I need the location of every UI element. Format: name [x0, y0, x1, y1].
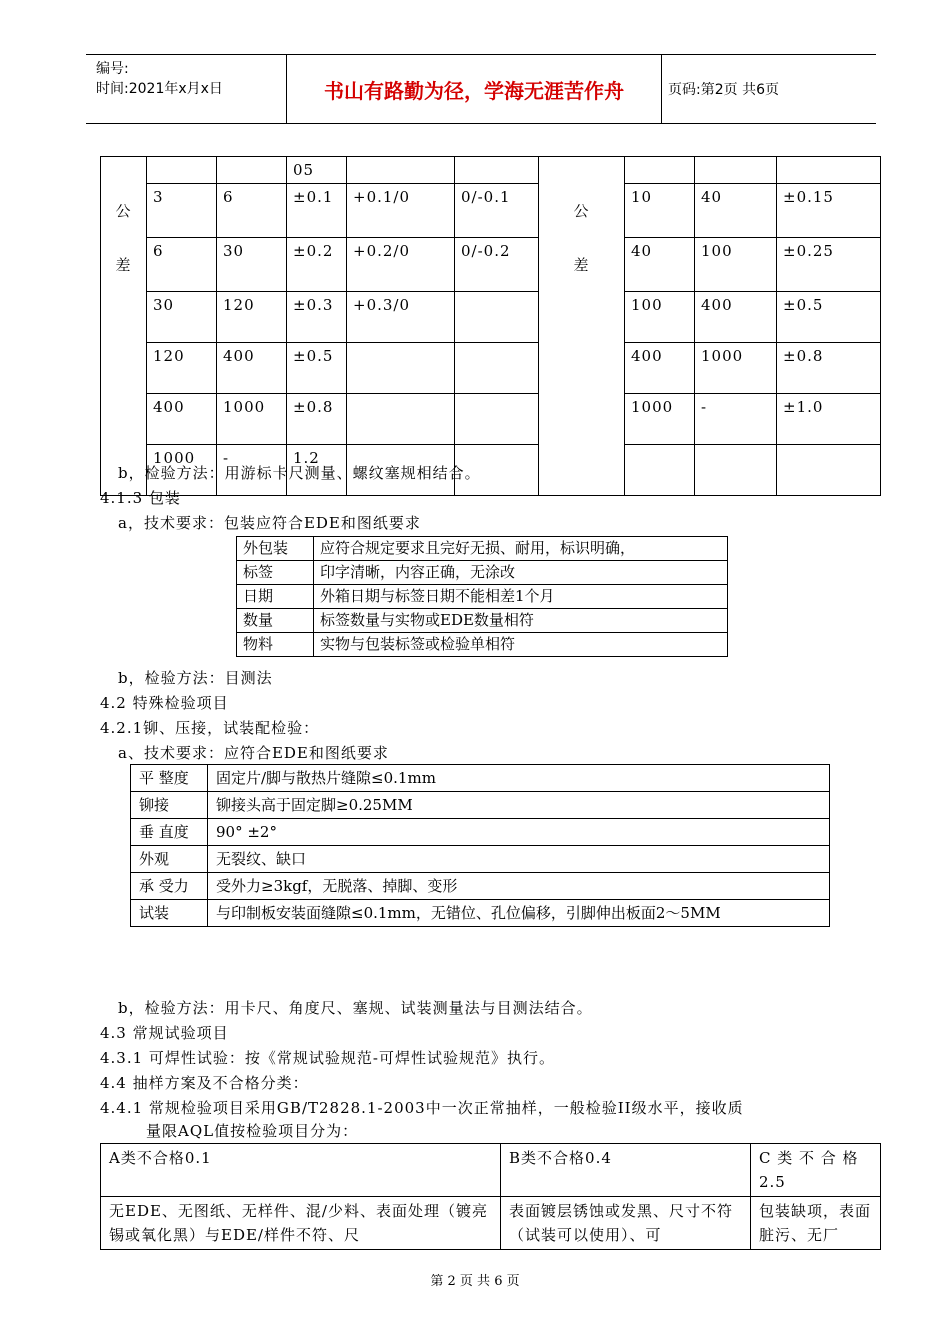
page-number-label: 页码:第2页 共6页 — [668, 82, 779, 98]
motto: 书山有路勤为径，学海无涯苦作舟 — [286, 55, 662, 123]
special-row — [131, 900, 830, 927]
packaging-row — [237, 561, 728, 585]
tolerance-cell — [625, 157, 695, 184]
special-item: 试装 — [131, 900, 208, 927]
special-requirement-cell: 铆接头高于固定脚≥0.25MM — [208, 792, 830, 819]
special-row — [131, 792, 830, 819]
tolerance-label-cell: 差 — [101, 238, 147, 292]
tolerance-cell — [347, 394, 455, 445]
section-4-4-1-cont: 量限AQL值按检验项目分为： — [146, 1122, 359, 1140]
aql-cell: 无EDE、无图纸、无样件、混/少料、表面处理（镀亮锡或氧化黑）与EDE/样件不符、尺 — [101, 1197, 501, 1250]
tolerance-cell: 400 — [625, 343, 695, 394]
tolerance-cell: ±0.2 — [287, 238, 347, 292]
packaging-row — [237, 585, 728, 609]
tolerance-label-cell — [101, 343, 147, 394]
tolerance-cell — [777, 445, 881, 496]
tolerance-label-cell — [539, 343, 625, 394]
method-2: b，检验方法：目测法 — [118, 669, 273, 687]
packaging-item: 标签 — [237, 561, 314, 585]
tolerance-cell: ±0.5 — [777, 292, 881, 343]
method-1: b，检验方法：用游标卡尺测量、螺纹塞规相结合。 — [118, 464, 481, 482]
tolerance-cell — [625, 445, 695, 496]
tolerance-label-cell — [101, 394, 147, 445]
special-requirement-cell: 无裂纹、缺口 — [208, 846, 830, 873]
tolerance-cell: - — [695, 394, 777, 445]
special-requirement: a、技术要求：应符合EDE和图纸要求 — [118, 744, 389, 762]
packaging-row — [237, 609, 728, 633]
tolerance-row — [101, 238, 881, 292]
tolerance-row — [101, 292, 881, 343]
tolerance-cell: 10 — [625, 184, 695, 238]
tolerance-cell — [455, 292, 539, 343]
packaging-row — [237, 537, 728, 561]
tolerance-label-cell — [539, 445, 625, 496]
special-requirement-cell: 固定片/脚与散热片缝隙≤0.1mm — [208, 765, 830, 792]
tolerance-cell: 100 — [695, 238, 777, 292]
section-4-3: 4.3 常规试验项目 — [100, 1024, 229, 1042]
special-item: 承 受力 — [131, 873, 208, 900]
section-4-1-3: 4.1.3 包装 — [100, 489, 181, 507]
time-label: 时间:2021年x月x日 — [96, 81, 223, 97]
packaging-requirement-cell: 外箱日期与标签日期不能相差1个月 — [314, 585, 728, 609]
packaging-row — [237, 633, 728, 657]
tolerance-row — [101, 394, 881, 445]
page-header — [86, 54, 876, 124]
aql-row — [101, 1197, 881, 1250]
tolerance-cell: 1000 — [217, 394, 287, 445]
tolerance-label-cell — [539, 292, 625, 343]
tolerance-cell — [695, 445, 777, 496]
tolerance-cell — [455, 343, 539, 394]
special-requirement-cell: 与印制板安装面缝隙≤0.1mm，无错位、孔位偏移，引脚伸出板面2～5MM — [208, 900, 830, 927]
aql-cell: 表面镀层锈蚀或发黑、尺寸不符（试装可以使用）、可 — [501, 1197, 751, 1250]
tolerance-cell: 400 — [217, 343, 287, 394]
aql-header-cell: A类不合格0.1 — [101, 1144, 501, 1197]
tolerance-cell: 6 — [147, 238, 217, 292]
tolerance-cell: 400 — [147, 394, 217, 445]
special-item: 铆接 — [131, 792, 208, 819]
tolerance-cell: 1000 — [147, 445, 217, 496]
tolerance-cell: ±0.25 — [777, 238, 881, 292]
tolerance-row — [101, 157, 881, 184]
tolerance-cell — [695, 157, 777, 184]
tolerance-cell: 6 — [217, 184, 287, 238]
packaging-item: 外包装 — [237, 537, 314, 561]
aql-cell: 包装缺项，表面脏污、无厂 — [751, 1197, 881, 1250]
special-row — [131, 873, 830, 900]
section-4-3-1: 4.3.1 可焊性试验：按《常规试验规范-可焊性试验规范》执行。 — [100, 1049, 556, 1067]
tolerance-label-cell — [101, 157, 147, 184]
special-requirement-cell: 受外力≥3kgf，无脱落、掉脚、变形 — [208, 873, 830, 900]
tolerance-cell — [217, 157, 287, 184]
tolerance-table — [100, 156, 881, 496]
tolerance-cell — [455, 394, 539, 445]
tolerance-cell: 1000 — [625, 394, 695, 445]
packaging-item: 日期 — [237, 585, 314, 609]
aql-header-cell: B类不合格0.4 — [501, 1144, 751, 1197]
tolerance-cell: ±0.15 — [777, 184, 881, 238]
tolerance-cell — [455, 157, 539, 184]
tolerance-cell: 1000 — [695, 343, 777, 394]
tolerance-cell: ±0.8 — [287, 394, 347, 445]
tolerance-cell: 400 — [695, 292, 777, 343]
tolerance-cell: ±0.5 — [287, 343, 347, 394]
tolerance-cell: 05 — [287, 157, 347, 184]
packaging-requirement-cell: 实物与包装标签或检验单相符 — [314, 633, 728, 657]
tolerance-cell: +0.3/0 — [347, 292, 455, 343]
special-item: 平 整度 — [131, 765, 208, 792]
special-row — [131, 819, 830, 846]
tolerance-cell: 30 — [217, 238, 287, 292]
tolerance-row — [101, 343, 881, 394]
tolerance-label-cell: 公 — [539, 184, 625, 238]
tolerance-row — [101, 184, 881, 238]
tolerance-cell: 100 — [625, 292, 695, 343]
tolerance-cell: ±0.8 — [777, 343, 881, 394]
tolerance-cell: 120 — [217, 292, 287, 343]
special-requirement-cell: 90° ±2° — [208, 819, 830, 846]
tolerance-cell: 1.2 — [287, 445, 347, 496]
tolerance-cell: - — [217, 445, 287, 496]
special-row — [131, 846, 830, 873]
packaging-requirement-cell: 标签数量与实物或EDE数量相符 — [314, 609, 728, 633]
aql-header-row — [101, 1144, 881, 1197]
packaging-item: 物料 — [237, 633, 314, 657]
tolerance-label-cell: 差 — [539, 238, 625, 292]
packaging-requirement: a，技术要求：包装应符合EDE和图纸要求 — [118, 514, 421, 532]
tolerance-cell: ±1.0 — [777, 394, 881, 445]
tolerance-cell — [347, 343, 455, 394]
method-3: b，检验方法：用卡尺、角度尺、塞规、试装测量法与目测法结合。 — [118, 999, 593, 1017]
packaging-table — [236, 536, 728, 657]
tolerance-cell: 120 — [147, 343, 217, 394]
section-4-2: 4.2 特殊检验项目 — [100, 694, 229, 712]
tolerance-label-cell — [539, 394, 625, 445]
tolerance-cell: 0/-0.2 — [455, 238, 539, 292]
tolerance-cell: 3 — [147, 184, 217, 238]
tolerance-cell: ±0.1 — [287, 184, 347, 238]
special-item: 垂 直度 — [131, 819, 208, 846]
packaging-requirement-cell: 印字清晰，内容正确，无涂改 — [314, 561, 728, 585]
tolerance-cell: 30 — [147, 292, 217, 343]
tolerance-cell — [347, 157, 455, 184]
tolerance-cell: 40 — [695, 184, 777, 238]
page-footer: 第 2 页 共 6 页 — [430, 1274, 520, 1289]
special-row — [131, 765, 830, 792]
tolerance-cell: 0/-0.1 — [455, 184, 539, 238]
aql-header-cell: C 类 不 合 格2.5 — [751, 1144, 881, 1197]
section-4-2-1: 4.2.1铆、压接，试装配检验： — [100, 719, 320, 737]
tolerance-label-cell — [101, 292, 147, 343]
tolerance-cell: ±0.3 — [287, 292, 347, 343]
tolerance-cell — [777, 157, 881, 184]
tolerance-label-cell: 公 — [101, 184, 147, 238]
special-item: 外观 — [131, 846, 208, 873]
tolerance-label-cell — [539, 157, 625, 184]
tolerance-cell: +0.1/0 — [347, 184, 455, 238]
packaging-requirement-cell: 应符合规定要求且完好无损、耐用，标识明确， — [314, 537, 728, 561]
tolerance-cell: +0.2/0 — [347, 238, 455, 292]
tolerance-cell — [147, 157, 217, 184]
special-inspection-table — [130, 764, 830, 927]
section-4-4: 4.4 抽样方案及不合格分类： — [100, 1074, 309, 1092]
aql-table — [100, 1143, 881, 1250]
code-label: 编号: — [96, 61, 129, 77]
header-meta — [96, 59, 223, 99]
packaging-item: 数量 — [237, 609, 314, 633]
section-4-4-1: 4.4.1 常规检验项目采用GB/T2828.1-2003中一次正常抽样，一般检验II级水平，接收质 — [100, 1099, 744, 1117]
tolerance-cell: 40 — [625, 238, 695, 292]
